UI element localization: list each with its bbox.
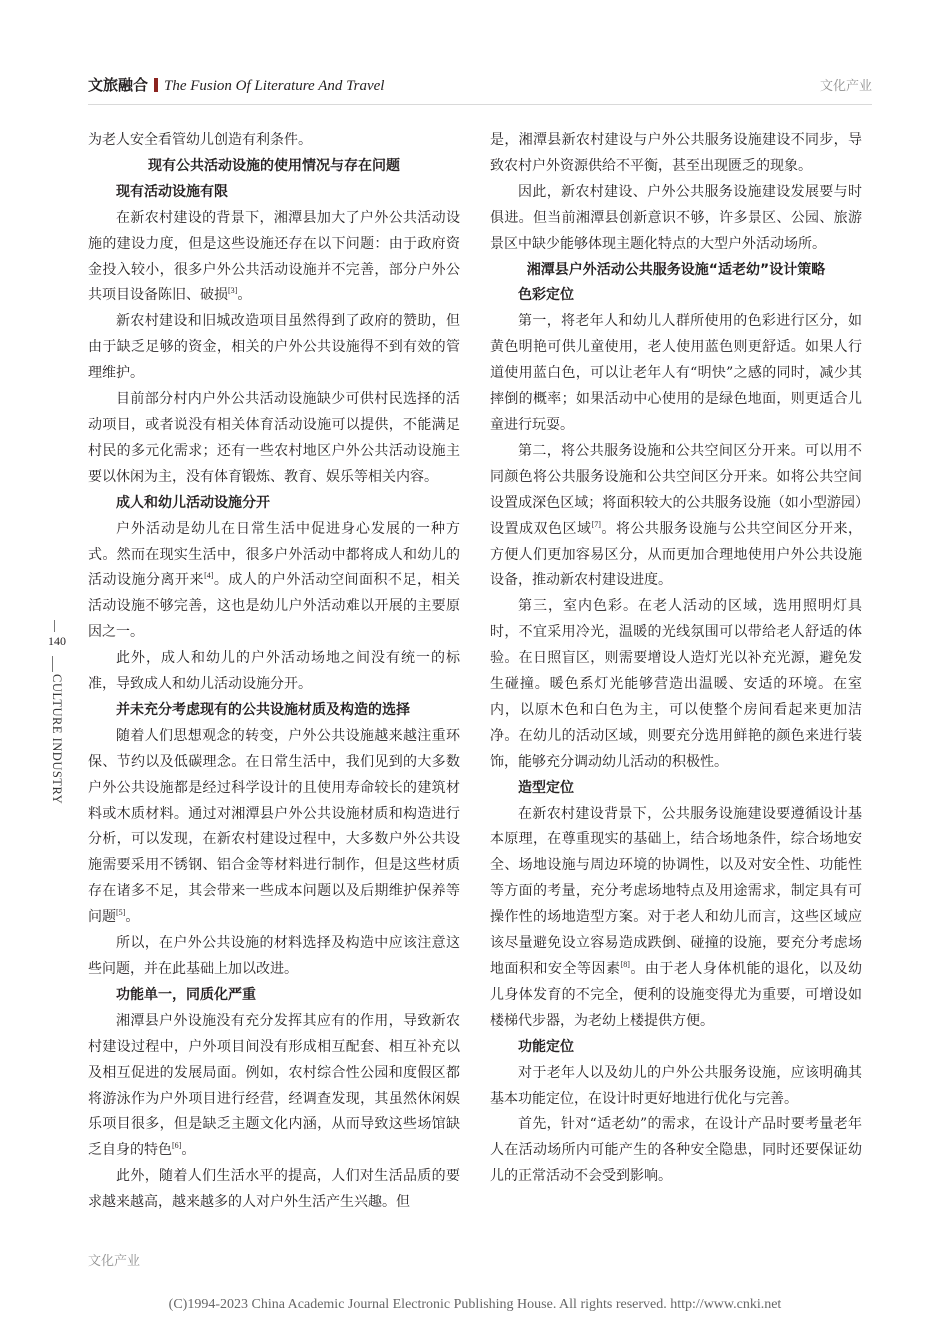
body-paragraph: 第一，将老年人和幼儿人群所使用的色彩进行区分，如黄色明艳可供儿童使用，老人使用蓝色则更舒适。如果人行道使用蓝白色，可以让老年人有“明快”之感的同时，减少其摔倒的概率；如果活动中心使用的是绿色地面，则更适合儿童进行玩耍。 <box>490 313 862 433</box>
paragraph-text: 在新农村建设的背景下，湘潭县加大了户外公共活动设施的建设力度，但是这些设施还存在以下问题：由于政府资金投入较小，很多户外公共活动设施并不完善，部分户外公共项目设备陈旧、破损 <box>88 209 460 304</box>
citation-ref: [5] <box>116 908 126 918</box>
body-paragraph: 所以，在户外公共设施的材料选择及构造中应该注意这些问题，并在此基础上加以改进。 <box>88 935 460 977</box>
paragraph-text: 。 <box>237 287 252 304</box>
paragraph-text: 。成人的户外活动空间面积不足，相关活动设施不够完善，这也是幼儿户外活动难以开展的主要原因之一。 <box>88 572 461 641</box>
header-column-title <box>88 74 384 95</box>
body-paragraph: 为老人安全看管幼儿创造有利条件。 <box>88 132 312 148</box>
page-number: 140 <box>48 634 66 648</box>
paragraph-text: 户外活动是幼儿在日常生活中促进身心发展的一种方式。然而在现实生活中，很多户外活动中都将成人和幼儿的活动设施分离开来 <box>88 520 460 589</box>
body-paragraph <box>88 206 460 310</box>
side-tick <box>54 620 55 632</box>
subsection-heading: 造型定位 <box>518 779 574 796</box>
side-divider <box>52 656 53 672</box>
body-paragraph: 目前部分村内户外公共活动设施缺少可供村民选择的活动项目，或者说没有相关体育活动设施可以提供，不能满足村民的多元化需求；还有一些农村地区户外公共活动设施主要以休闲为主，没有体育锻炼、教育、娱乐等相关内容。 <box>88 391 460 485</box>
body-paragraph: 第三，室内色彩。在老人活动的区域，选用照明灯具时，不宜采用冷光，温暖的光线氛围可以带给老人舒适的体验。在日照盲区，则需要增设人造灯光以补充光源，避免发生碰撞。暖色系灯光能够营造出温暖、安适的环境。在室内，以原木色和白色为主，可以使整个房间看起来更加洁净。在幼儿的活动区域，则要充分选用鲜艳的颜色来进行装饰，能够充分调动幼儿活动的积极性。 <box>490 598 862 770</box>
body-paragraph <box>490 439 862 594</box>
subsection-heading: 色彩定位 <box>518 287 574 304</box>
body-paragraph <box>88 1009 460 1164</box>
footer-journal-name: 文化产业 <box>88 1254 141 1269</box>
body-paragraph: 首先，针对“适老幼”的需求，在设计产品时要考量老年人在活动场所内可能产生的各种安全隐患，同时还要保证幼儿的正常活动不会受到影响。 <box>490 1116 862 1185</box>
copyright-notice: (C)1994-2023 China Academic Journal Electronic Publishing House. All rights reserved. http://www.cnki.net <box>168 1297 782 1312</box>
body-paragraph: 对于老年人以及幼儿的户外公共服务设施，应该明确其基本功能定位，在设计时更好地进行优化与完善。 <box>490 1064 862 1107</box>
running-header <box>88 68 872 100</box>
header-title-en: The Fusion Of Literature And Travel <box>164 78 385 94</box>
subsection-heading: 功能单一，同质化严重 <box>116 986 256 1003</box>
subsection-heading: 现有活动设施有限 <box>116 183 228 200</box>
section-heading: 现有公共活动设施的使用情况与存在问题 <box>148 157 400 174</box>
citation-ref: [7] <box>591 519 601 529</box>
citation-ref: [8] <box>620 960 630 969</box>
header-divider-bar <box>154 78 158 92</box>
body-paragraph: 此外，随着人们生活水平的提高，人们对生活品质的要求越来越高，越来越多的人对户外生活产生兴趣。但 <box>88 1168 460 1211</box>
subsection-heading: 成人和幼儿活动设施分开 <box>116 494 270 511</box>
body-paragraph <box>88 724 460 931</box>
body-paragraph <box>88 517 460 647</box>
body-paragraph: 是，湘潭县新农村建设与户外公共服务设施建设不同步，导致农村户外资源供给不平衡，甚至出现匮乏的现象。 <box>490 132 862 174</box>
paragraph-text: 湘潭县户外设施没有充分发挥其应有的作用，导致新农村建设过程中，户外项目间没有形成相互配套、相互补充以及相互促进的发展局面。例如，农村综合性公园和度假区都将游泳作为户外项目进行经营，经调查发现，其虽然休闲娱乐项目很多，但是缺乏主题文化内涵，从而导致这些场馆缺乏自身的特色 <box>88 1012 460 1159</box>
citation-ref: [6] <box>172 1141 182 1151</box>
section-heading: 湘潭县户外活动公共服务设施“适老幼”设计策略 <box>526 261 826 278</box>
paragraph-text: 。由于老人身体机能的退化，以及幼儿身体发育的不完全，便利的设施变得尤为重要，可增设如楼梯代步器，为老幼上楼提供方便。 <box>490 961 862 1029</box>
header-rule <box>88 104 872 105</box>
paragraph-text: 。 <box>125 909 140 926</box>
body-paragraph: 新农村建设和旧城改造项目虽然得到了政府的赞助，但由于缺乏足够的资金，相关的户外公共设施得不到有效的管理维护。 <box>88 313 460 382</box>
paragraph-text: 第二，将公共服务设施和公共空间区分开来。可以用不同颜色将公共服务设施和公共空间区分开来。如将公共空间设置成深色区域；将面积较大的公共服务设施（如小型游园）设置成双色区域 <box>490 442 862 537</box>
body-paragraph: 因此，新农村建设、户外公共服务设施建设发展要与时俱进。但当前湘潭县创新意识不够，许多景区、公园、旅游景区中缺少能够体现主题化特点的大型户外活动场所。 <box>490 183 862 252</box>
body-paragraph: 此外，成人和幼儿的户外活动场地之间没有统一的标准，导致成人和幼儿活动设施分开。 <box>88 650 460 693</box>
citation-ref: [4] <box>204 571 214 581</box>
paragraph-text: 。 <box>181 1142 196 1159</box>
left-column <box>88 128 460 1216</box>
header-title-cn: 文旅融合 <box>88 76 149 94</box>
citation-ref: [3] <box>228 286 238 296</box>
paragraph-text: 随着人们思想观念的转变，户外公共设施越来越注重环保、节约以及低碳理念。在日常生活中，我们见到的大多数户外公共设施都是经过科学设计的且使用寿命较长的建筑材料或木质材料。通过对湘潭县户外公共设施材质和构造进行分析，可以发现，在新农村建设过程中，大多数户外公共设施需要采用不锈钢、铝合金等材料进行制作，但是这些材质存在诸多不足，其会带来一些成本问题以及后期维护保养等问题 <box>88 727 460 926</box>
header-journal-name: 文化产业 <box>819 79 872 94</box>
body-paragraph <box>490 802 862 1035</box>
paragraph-text: 。将公共服务设施与公共空间区分开来，方便人们更加容易区分，从而更加合理地使用户外公共设施设备，推动新农村建设进度。 <box>490 520 863 589</box>
subsection-heading: 功能定位 <box>518 1038 574 1055</box>
paragraph-text: 在新农村建设背景下，公共服务设施建设要遵循设计基本原理，在尊重现实的基础上，结合场地条件，综合场地安全、场地设施与周边环境的协调性，以及对安全性、功能性等方面的考量，充分考虑场地特点及用途需求，制定具有可操作性的场地造型方案。对于老人和幼儿而言，这些区域应该尽量避免设立容易造成跌倒、碰撞的设施，要充分考虑场地面积和安全等因素 <box>490 805 862 977</box>
right-column <box>490 128 862 1190</box>
subsection-heading: 并未充分考虑现有的公共设施材质及构造的选择 <box>116 701 410 718</box>
side-journal-name: CULTURE INDUSTRY <box>50 674 64 805</box>
